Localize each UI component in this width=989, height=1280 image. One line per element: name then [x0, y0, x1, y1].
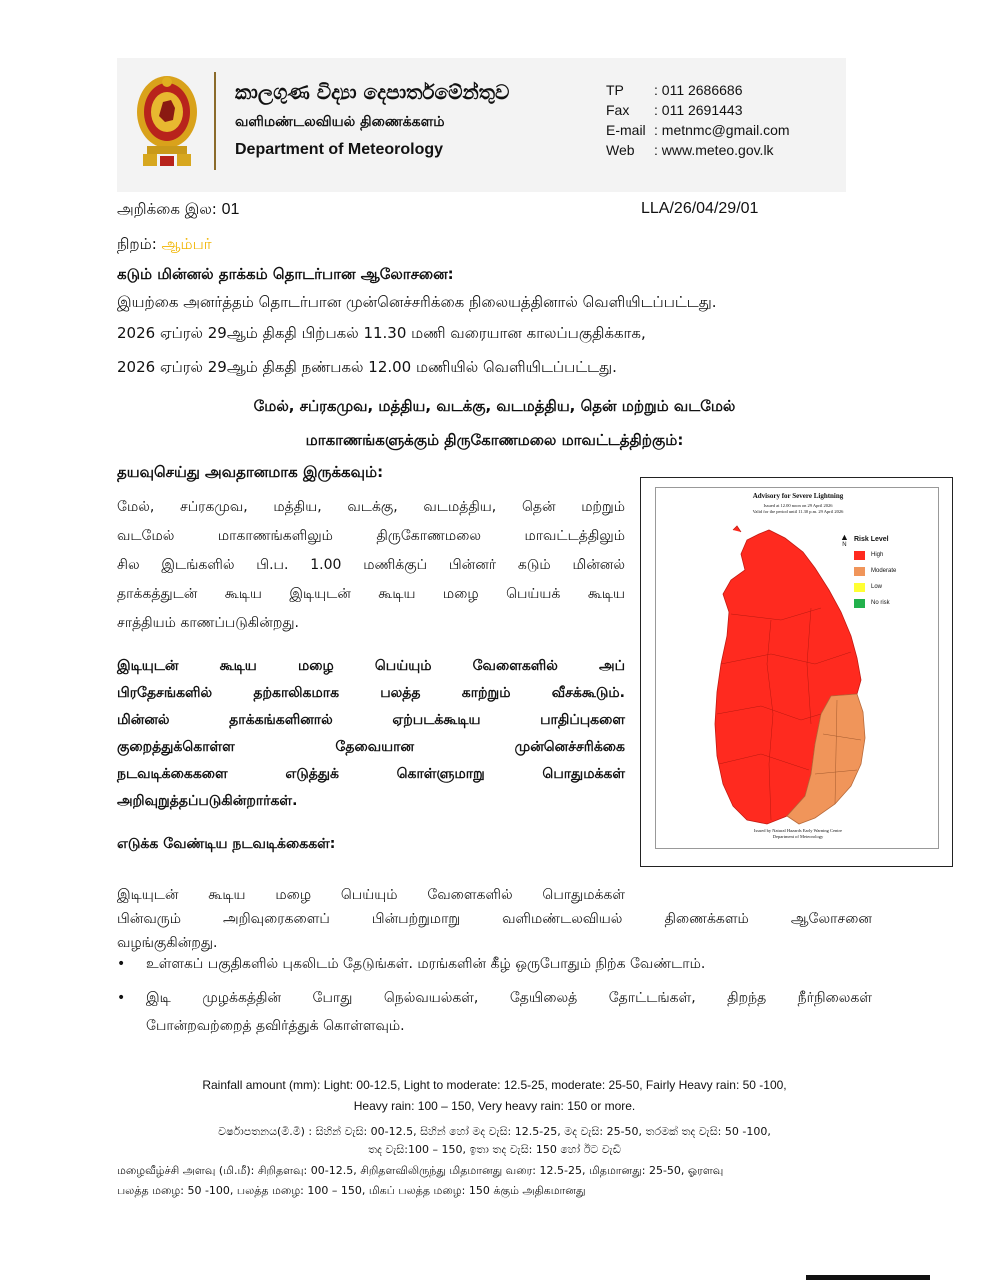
actions-intro [117, 883, 872, 955]
colour-value-amber: ஆம்பர் [161, 235, 212, 253]
map-valid: Valid for the period until 11.30 p.m. 29 April 2026 [752, 509, 844, 514]
sri-lanka-emblem-icon [135, 72, 199, 168]
colour-label: நிறம்: [117, 235, 162, 253]
issued-time-line: 2026 ஏப்ரல் 29ஆம் திகதி நண்பகல் 12.00 மணியில் வெளியிடப்பட்டது. [117, 358, 617, 376]
rainfall-note-english-1: Rainfall amount (mm): Light: 00-12.5, Light to moderate: 12.5-25, moderate: 25-50, Fairly Heavy rain: 50 -100, [202, 1078, 787, 1092]
paragraph-line: தாக்கத்துடன் கூடிய இடியுடன் கூடிய மழை பெய்யக் கூடிய [117, 586, 625, 602]
paragraph-line: வடமேல் மாகாணங்களிலும் திருகோணமலை மாவட்டத்திலும் [117, 528, 625, 544]
paragraph-line: பின்வரும் அறிவுரைகளைப் பின்பற்றுமாறு வளிமண்டலவியல் திணைக்களம் ஆலோசனை [117, 911, 872, 927]
paragraph-line: நடவடிக்கைகளை எடுத்துக் கொள்ளுமாறு பொதுமக்கள் [117, 766, 625, 782]
legend-swatch-no-risk [854, 599, 865, 608]
contact-label: Web [606, 142, 635, 158]
header-divider [214, 72, 216, 170]
report-reference: LLA/26/04/29/01 [641, 200, 759, 217]
report-number [117, 200, 239, 220]
legend-label: No risk [871, 600, 890, 606]
contact-block [606, 82, 790, 162]
contact-label: Fax [606, 102, 630, 118]
warning-paragraph [117, 653, 625, 815]
north-label: N [842, 542, 847, 548]
map-legend [854, 536, 896, 611]
paragraph-line: இடியுடன் கூடிய மழை பெய்யும் வேளைகளில் பொதுமக்கள் [117, 887, 625, 903]
contact-email[interactable]: : metnmc@gmail.com [654, 122, 790, 138]
bullet-text: உள்ளகப் பகுதிகளில் புகலிடம் தேடுங்கள். மரங்களின் கீழ் ஒருபோதும் நிற்க வேண்டாம். [146, 956, 706, 972]
paragraph-line: மேல், சப்ரகமுவ, மத்திய, வடக்கு, வடமத்திய, தென் மற்றும் [117, 499, 625, 515]
bullet-icon: • [117, 956, 126, 972]
page-edge-bar [806, 1275, 930, 1280]
legend-title: Risk Level [854, 536, 889, 543]
actions-heading: எடுக்க வேண்டிய நடவடிக்கைகள்: [117, 836, 336, 852]
paragraph-line: மின்னல் தாக்கங்களினால் ஏற்படக்கூடிய பாதிப்புகளை [117, 712, 625, 728]
legend-item [854, 563, 896, 579]
region-line-2: மாகாணங்களுக்கும் திருகோணமலை மாவட்டத்திற்கும்: [305, 431, 684, 449]
paragraph-line: அறிவுறுத்தப்படுகின்றார்கள். [117, 793, 298, 809]
map-footer-2: Department of Meteorology [772, 834, 824, 839]
colour-code [117, 235, 212, 255]
legend-label: Low [871, 584, 883, 590]
rainfall-note-tamil-1: மழைவீழ்ச்சி அளவு (மி.மீ): சிறிதளவு: 00-12.5, சிறிதளவிலிருந்து மிதமானது வரை: 12.5-25, மிதமானது: 25-50, ஓரளவு [117, 1164, 724, 1177]
sri-lanka-risk-map [711, 524, 871, 834]
paragraph-line: சில இடங்களில் பி.ப. 1.00 மணிக்குப் பின்னர் கடும் மின்னல் [117, 557, 625, 573]
legend-label: Moderate [871, 568, 897, 574]
map-footer-1: Issued by Natural Hazards Early Warning Centre [753, 828, 843, 833]
map-title: Advisory for Severe Lightning [752, 492, 844, 500]
legend-item [854, 579, 896, 595]
rainfall-note-tamil-2: பலத்த மழை: 50 -100, பலத்த மழை: 100 – 150, மிகப் பலத்த மழை: 150 க்கும் அதிகமானது [117, 1184, 586, 1197]
advisory-title: கடும் மின்னல் தாக்கம் தொடர்பான ஆலோசனை: [117, 265, 454, 283]
bullet-text: போன்றவற்றைத் தவிர்த்துக் கொள்ளவும். [146, 1018, 405, 1034]
rainfall-note-sinhala-2: තද වැසි:100 – 150, ඉතා තද වැසි: 150 හෝ ඊට වැඩි [368, 1143, 621, 1156]
contact-website[interactable]: : www.meteo.gov.lk [654, 142, 774, 158]
contact-row [606, 122, 790, 142]
forecast-paragraph [117, 493, 625, 638]
paragraph-line: குறைத்துக்கொள்ள தேவையான முன்னெச்சரிக்கை [117, 739, 625, 755]
attention-heading: தயவுசெய்து அவதானமாக இருக்கவும்: [117, 463, 384, 481]
contact-row [606, 82, 790, 102]
paragraph-line: சாத்தியம் காணப்படுகின்றது. [117, 615, 299, 631]
organisation-block [235, 80, 509, 159]
paragraph-line: பிரதேசங்களில் தற்காலிகமாக பலத்த காற்றும் வீசக்கூடும். [117, 685, 625, 701]
rainfall-note-sinhala-1: වර්ෂාපතනය(මි.මී) : සිහින් වැසි: 00-12.5, සිහින් හෝ මද වැසි: 12.5-25, මද වැසි: 25-50, තරමක් තද වැසි: 50 -100, [218, 1125, 771, 1138]
org-name-tamil: வளிமண்டலவியல் திணைக்களம் [235, 114, 445, 130]
map-frame [655, 487, 939, 849]
advisory-map-figure [640, 477, 953, 867]
org-name-sinhala: කාලගුණ විද්‍යා දෙපාර්තමේන්තුව [235, 80, 510, 104]
contact-label: E-mail [606, 122, 646, 138]
contact-label: TP [606, 82, 624, 98]
contact-row [606, 102, 790, 122]
validity-line: 2026 ஏப்ரல் 29ஆம் திகதி பிற்பகல் 11.30 மணி வரையான காலப்பகுதிக்காக, [117, 324, 646, 342]
region-line-1: மேல், சப்ரகமுவ, மத்திய, வடக்கு, வடமத்திய, தென் மற்றும் வடமேல் [253, 397, 736, 415]
report-number-label: அறிக்கை இல: [117, 200, 222, 218]
legend-label: High [871, 552, 884, 558]
legend-item [854, 595, 896, 611]
paragraph-line: வழங்குகின்றது. [117, 935, 218, 951]
bullet-icon: • [117, 990, 126, 1006]
issued-by-line: இயற்கை அனர்த்தம் தொடர்பான முன்னெச்சரிக்கை நிலையத்தினால் வெளியிடப்பட்டது. [117, 293, 717, 311]
contact-value: : 011 2686686 [654, 82, 743, 98]
bullet-text: இடி முழக்கத்தின் போது நெல்வயல்கள், தேயிலைத் தோட்டங்கள், திறந்த நீர்நிலைகள் [146, 990, 872, 1006]
letterhead [117, 58, 846, 192]
rainfall-note-english-2: Heavy rain: 100 – 150, Very heavy rain: 150 or more. [353, 1099, 636, 1113]
report-number-value: 01 [221, 201, 240, 218]
legend-swatch-low [854, 583, 865, 592]
legend-item [854, 547, 896, 563]
map-issued: Issued at 12.00 noon on 29 April 2026 [763, 503, 833, 508]
contact-row [606, 142, 790, 162]
contact-value: : 011 2691443 [654, 102, 743, 118]
org-name-english: Department of Meteorology [235, 141, 444, 158]
legend-swatch-high [854, 551, 865, 560]
legend-swatch-moderate [854, 567, 865, 576]
north-arrow-icon: ▲ N [840, 532, 849, 548]
paragraph-line: இடியுடன் கூடிய மழை பெய்யும் வேளைகளில் அப் [117, 658, 625, 674]
